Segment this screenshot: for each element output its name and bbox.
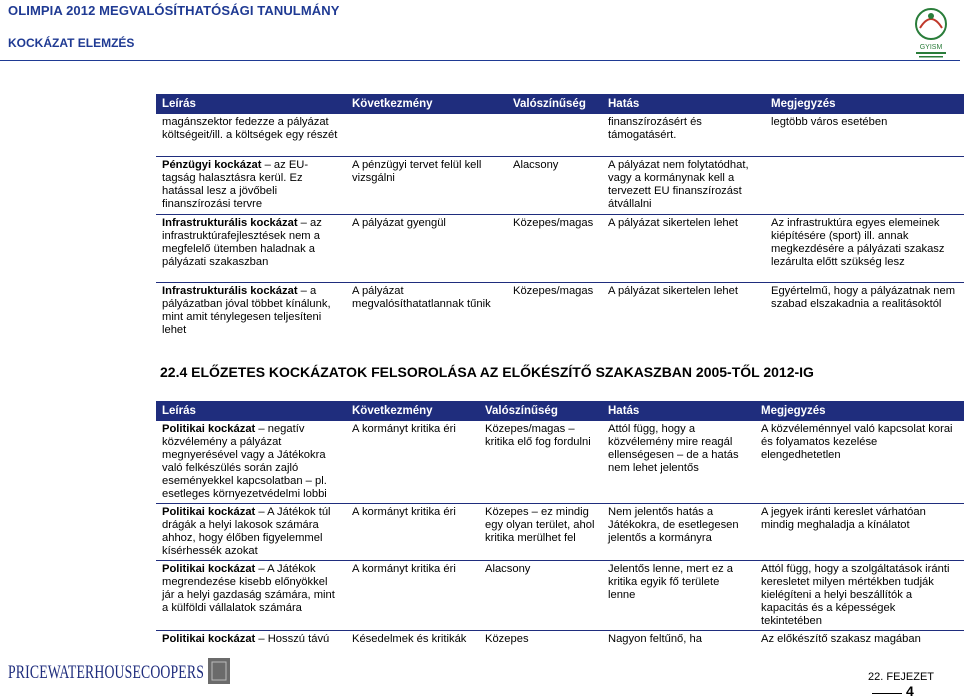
cell-impact: A pályázat sikertelen lehet: [602, 282, 765, 339]
cell-note: Az előkészítő szakasz magában: [755, 631, 964, 651]
cell-description: Politikai kockázat – A Játékok megrendezése kisebb előnyökkel jár a helyi gazdaság számára, mint a külföldi vállalatok számára: [156, 561, 346, 631]
col-header-note: Megjegyzés: [765, 94, 964, 114]
document-subtitle: KOCKÁZAT ELEMZÉS: [8, 36, 135, 50]
cell-note: Az infrastruktúra egyes elemeinek kiépítésére (sport) ill. annak megkezdésére a pályázati szakasz lezárulta előtt szükség lesz: [765, 214, 964, 282]
cell-impact: A pályázat nem folytatódhat, vagy a kormánynak kell a tervezett EU finanszírozást átvállalni: [602, 156, 765, 214]
cell-note: Egyértelmű, hogy a pályázatnak nem szabad elszakadnia a realitásoktól: [765, 282, 964, 339]
cell-probability: Alacsony: [507, 156, 602, 214]
cell-impact: Jelentős lenne, mert ez a kritika egyik fő területe lenne: [602, 561, 755, 631]
cell-impact: finanszírozásért és támogatásért.: [608, 116, 702, 141]
table-row: [156, 214, 964, 282]
table-row: [156, 504, 964, 561]
table-row: [156, 561, 964, 631]
col-header-description: Leírás: [156, 401, 346, 421]
brand-wordmark: PRICEWATERHOUSECOOPERS: [8, 662, 204, 683]
cell-description: Politikai kockázat – A Játékok túl drágák a helyi lakosok számára ahhoz, hogy élőben figyelemmel kísérhessék azokat: [156, 504, 346, 561]
cell-probability: [507, 114, 602, 156]
cell-note: legtöbb város esetében: [771, 116, 888, 128]
col-header-description: Leírás: [156, 94, 346, 114]
col-header-note: Megjegyzés: [755, 401, 964, 421]
preliminary-risk-table: [156, 401, 964, 651]
header-rule: [0, 60, 960, 61]
table-row: [156, 156, 964, 214]
cell-description: Infrastrukturális kockázat – a pályázatban jóval többet kínálunk, mint amit ténylegesen teljesíteni lehet: [156, 282, 346, 339]
page-number: 4: [906, 683, 914, 699]
cell-note: A jegyek iránti kereslet várhatóan mindig meghaladja a kínálatot: [755, 504, 964, 561]
cell-note: A közvéleménnyel való kapcsolat korai és folyamatos kezelése elengedhetetlen: [761, 423, 953, 461]
cell-note: Attól függ, hogy a szolgáltatások iránti keresletet milyen mértékben tudják kielégíteni a helyi beszállítók a kapacitás és a képességek tekintetében: [755, 561, 964, 631]
cell-impact: A pályázat sikertelen lehet: [602, 214, 765, 282]
col-header-probability: Valószínűség: [479, 401, 602, 421]
cell-probability: Alacsony: [479, 561, 602, 631]
cell-description: Infrastrukturális kockázat – az infrastruktúrafejlesztések nem a megfelelő ütemben haladnak a pályázati szakaszban: [156, 214, 346, 282]
cell-consequence: A pénzügyi tervet felül kell vizsgálni: [346, 156, 507, 214]
cell-consequence: A kormányt kritika éri: [346, 561, 479, 631]
pricewaterhousecoopers-logo: [8, 658, 233, 684]
footer-rule: [872, 693, 902, 694]
risk-table-continued: [156, 94, 964, 339]
page-footer: [868, 671, 960, 699]
col-header-probability: Valószínűség: [507, 94, 602, 114]
table-row: [156, 421, 964, 504]
cell-consequence: A kormányt kritika éri: [352, 423, 456, 435]
cell-note: [765, 156, 964, 214]
gyism-logo-icon: [908, 2, 954, 62]
chapter-label: 22. FEJEZET: [868, 671, 935, 683]
cell-consequence: Késedelmek és kritikák: [346, 631, 479, 651]
cell-impact: Attól függ, hogy a közvélemény mire reagál ellenségesen – de a hatás nem lehet jelentős: [608, 423, 739, 474]
cell-probability: Közepes – ez mindig egy olyan terület, ahol kritika merülhet fel: [479, 504, 602, 561]
col-header-impact: Hatás: [602, 94, 765, 114]
cell-consequence: A pályázat gyengül: [346, 214, 507, 282]
cell-description: Politikai kockázat – negatív közvélemény a pályázat megnyerésével vagy a Játékokra való felkészülés során zajló eseményekkel kapcsolatban – pl. esetleges környezetvédelmi lobbi: [162, 423, 327, 500]
logo-text: GYISM: [919, 44, 943, 51]
cell-description: Politikai kockázat – Hosszú távú: [156, 631, 346, 651]
col-header-consequence: Következmény: [346, 94, 507, 114]
cell-probability: Közepes/magas – kritika elő fog fordulni: [485, 423, 591, 448]
cell-impact: Nagyon feltűnő, ha: [602, 631, 755, 651]
col-header-impact: Hatás: [602, 401, 755, 421]
table-row: [156, 282, 964, 339]
table-row: [156, 114, 964, 156]
cell-probability: Közepes: [479, 631, 602, 651]
section-heading: 22.4 ELŐZETES KOCKÁZATOK FELSOROLÁSA AZ ELŐKÉSZÍTŐ SZAKASZBAN 2005-TŐL 2012-IG: [160, 364, 814, 380]
cell-consequence: A pályázat megvalósíthatatlannak tűnik: [346, 282, 507, 339]
cell-description: Pénzügyi kockázat – az EU-tagság halasztásra kerül. Ez hatással lesz a jövőbeli finanszírozási tervre: [156, 156, 346, 214]
col-header-consequence: Következmény: [346, 401, 479, 421]
cell-consequence: A kormányt kritika éri: [346, 504, 479, 561]
cell-probability: Közepes/magas: [507, 214, 602, 282]
cell-description: magánszektor fedezze a pályázat költségeit/ill. a költségek egy részét: [162, 116, 338, 141]
cell-probability: Közepes/magas: [507, 282, 602, 339]
document-title: OLIMPIA 2012 MEGVALÓSÍTHATÓSÁGI TANULMÁNY: [8, 3, 340, 18]
cell-consequence: [346, 114, 507, 156]
table-row: [156, 631, 964, 651]
cell-impact: Nem jelentős hatás a Játékokra, de esetlegesen jelentős a kormányra: [602, 504, 755, 561]
